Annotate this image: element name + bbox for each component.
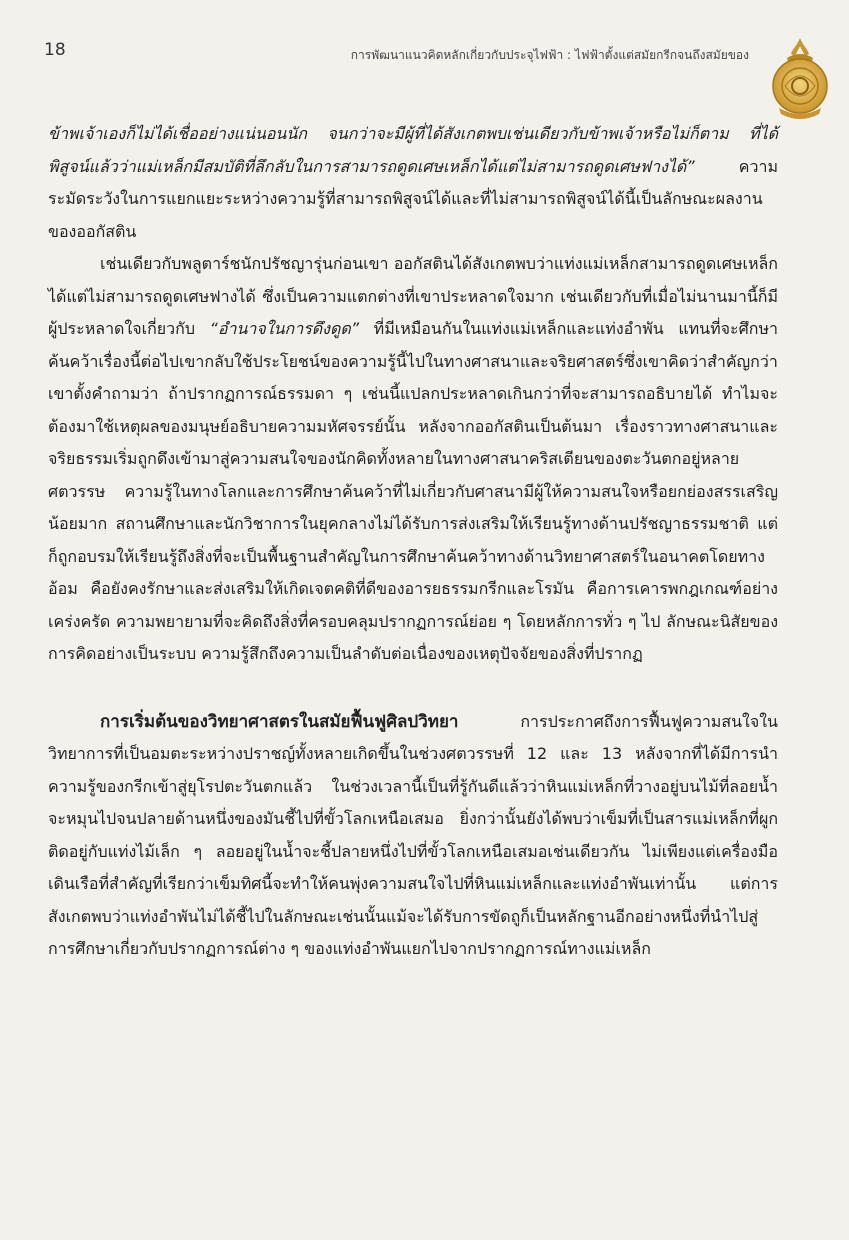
body-text <box>48 118 778 966</box>
section-title: การเริ่มต้นของวิทยาศาสตรในสมัยฟื้นฟูศิลปวิทยา <box>100 711 459 732</box>
paragraph-2-part-b: ที่มีเหมือนกันในแท่งแม่เหล็กและแท่งอำพัน แทนที่จะศึกษาค้นคว้าเรื่องนี้ต่อไปเขากลับใช้ประโยชน์ของความรู้นี้ไปในทางศาสนาและจริยศาสตร์ซึ่งเขาคิดว่าสำคัญกว่า เขาตั้งคำถามว่า ถ้าปรากฏการณ์ธรรมดา ๆ เช่นนี้แปลกประหลาดเกินกว่าที่จะสามารถอธิบายได้ ทำไมจะต้องมาใช้เหตุผลของมนุษย์อธิบายความมหัศจรรย์นั้น หลังจากออกัสตินเป็นต้นมา เรื่องราวทางศาสนาและจริยธรรมเริ่มถูกดึงเข้ามาสู่ความสนใจของนักคิดทั้งหลายในทางศาสนาคริสเตียนของตะวันตกอยู่หลายศตวรรษ ความรู้ในทางโลกและการศึกษาค้นคว้าที่ไม่เกี่ยวกับศาสนามีผู้ให้ความสนใจหรือยกย่องสรรเสริญน้อยมาก สถานศึกษาและนักวิชาการในยุคกลางไม่ได้รับการส่งเสริมให้เรียนรู้ทางด้านปรัชญาธรรมชาติ แต่ก็ถูกอบรมให้เรียนรู้ถึงสิ่งที่จะเป็นพื้นฐานสำคัญในการศึกษาค้นคว้าทางด้านวิทยาศาสตร์ในอนาคตโดยทางอ้อม คือยังคงรักษาและส่งเสริมให้เกิดเจตคติที่ดีของอารยธรรมกรีกและโรมัน คือการเคารพกฎเกณฑ์อย่างเคร่งครัด ความพยายามที่จะคิดถึงสิ่งที่ครอบคลุมปรากฏการณ์ย่อย ๆ โดยหลักการทั่ว ๆ ไป ลักษณะนิสัยของการคิดอย่างเป็นระบบ ความรู้สึกถึงความเป็นลำดับต่อเนื่องของเหตุปัจจัยของสิ่งที่ปรากฏ <box>48 319 779 663</box>
paragraph-1-rest: ความระมัดระวังในการแยกแยะระหว่างความรู้ที่สามารถพิสูจน์ได้และที่ไม่สามารถพิสูจน์ได้นี้เป็นลักษณะผลงานของออกัสติน <box>48 156 778 241</box>
paragraph-3-body: การประกาศถึงการฟื้นฟูความสนใจในวิทยาการที่เป็นอมตะระหว่างปราชญ์ทั้งหลายเกิดขึ้นในช่วงศตวรรษที่ 12 และ 13 หลังจากที่ได้มีการนำความรู้ของกรีกเข้าสู่ยุโรปตะวันตกแล้ว ในช่วงเวลานี้เป็นที่รู้กันดีแล้วว่าหินแม่เหล็กที่วางอยู่บนไม้ที่ลอยน้ำจะหมุนไปจนปลายด้านหนึ่งของมันชี้ไปที่ขั้วโลกเหนือเสมอ ยิ่งกว่านั้นยังได้พบว่าเข็มที่เป็นสารแม่เหล็กที่ผูกติดอยู่กับแท่งไม้เล็ก ๆ ลอยอยู่ในน้ำจะชี้ปลายหนึ่งไปที่ขั้วโลกเหนือเสมอเช่นเดียวกัน ไม่เพียงแต่เครื่องมือเดินเรือที่สำคัญที่เรียกว่าเข็มทิศนี้จะทำให้คนพุ่งความสนใจไปที่หินแม่เหล็กและแท่งอำพันเท่านั้น แต่การสังเกตพบว่าแท่งอำพันไม่ได้ชี้ไปในลักษณะเช่นนั้นแม้จะได้รับการขัดถูก็เป็นหลักฐานอีกอย่างหนึ่งที่นำไปสู่การศึกษาเกี่ยวกับปรากฏการณ์ต่าง ๆ ของแท่งอำพันแยกไปจากปรากฏการณ์ทางแม่เหล็ก <box>48 711 778 958</box>
attraction-quote: “อำนาจในการดึงดูด” <box>209 319 360 338</box>
paragraph-3 <box>48 706 778 966</box>
paragraph-1 <box>48 118 778 248</box>
paragraph-2 <box>48 248 778 671</box>
augustine-quote: ข้าพเจ้าเองก็ไม่ได้เชื่ออย่างแน่นอนนัก จนกว่าจะมีผู้ที่ได้สังเกตพบเช่นเดียวกับข้าพเจ้าหรือไม่ก็ตาม ที่ได้พิสูจน์แล้วว่าแม่เหล็กมีสมบัติที่ลึกลับในการสามารถดูดเศษเหล็กได้แต่ไม่สามารถดูดเศษฟางได้” <box>48 124 778 176</box>
running-header: การพัฒนาแนวคิดหลักเกี่ยวกับประจุไฟฟ้า : ไฟฟ้าตั้งแต่สมัยกรีกจนถึงสมัยของ <box>350 48 749 62</box>
paragraph-2-part-a: เช่นเดียวกับพลูตาร์ชนักปรัชญารุ่นก่อนเขา ออกัสตินได้สังเกตพบว่าแท่งแม่เหล็กสามารถดูดเศษเหล็กได้แต่ไม่สามารถดูดเศษฟางได้ ซึ่งเป็นความแตกต่างที่เขาประหลาดใจมาก เช่นเดียวกับที่เมื่อไม่นานมานี้ก็มีผู้ประหลาดใจเกี่ยวกับ <box>48 254 778 338</box>
university-seal-icon <box>765 36 835 122</box>
page-number: 18 <box>44 40 66 60</box>
